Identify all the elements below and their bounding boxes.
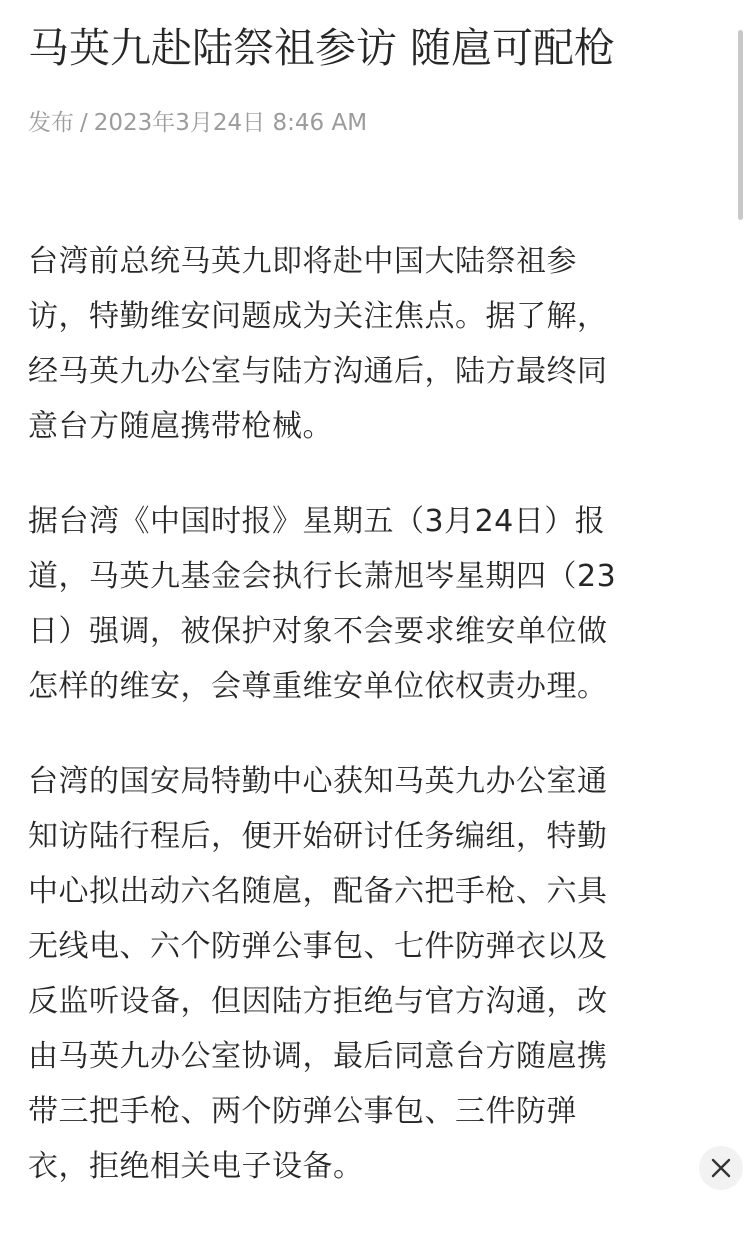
article-meta (28, 106, 728, 140)
paragraph-line: 中心拟出动六名随扈，配备六把手枪、六具 (28, 874, 608, 909)
paragraph-line: 知访陆行程后，便开始研讨任务编组，特勤 (28, 819, 608, 854)
article-title: 马英九赴陆祭祖参访 随扈可配枪 (28, 24, 616, 72)
paragraph-line: 无线电、六个防弹公事包、七件防弹衣以及 (28, 929, 608, 964)
paragraph-line: 访，特勤维安问题成为关注焦点。据了解， (28, 299, 608, 334)
publish-label: 发布 (28, 110, 74, 136)
close-icon (710, 1157, 732, 1179)
scrollbar[interactable] (738, 30, 743, 220)
paragraph-line: 反监听设备，但因陆方拒绝与官方沟通，改 (28, 984, 608, 1019)
paragraph-line: 意台方随扈携带枪械。 (28, 409, 333, 444)
paragraph-line: 带三把手枪、两个防弹公事包、三件防弹 (28, 1094, 577, 1129)
paragraph-line: 怎样的维安，会尊重维安单位依权责办理。 (28, 669, 608, 704)
paragraph-3 (28, 754, 718, 1194)
meta-separator: / (80, 110, 88, 136)
publish-datetime: 2023年3月24日 8:46 AM (93, 110, 368, 136)
paragraph-line: 台湾前总统马英九即将赴中国大陆祭祖参 (28, 244, 577, 279)
paragraph-line: 经马英九办公室与陆方沟通后，陆方最终同 (28, 354, 608, 389)
paragraph-2 (28, 494, 718, 714)
paragraph-line: 由马英九办公室协调，最后同意台方随扈携 (28, 1039, 608, 1074)
paragraph-line: 据台湾《中国时报》星期五（3月24日）报 (28, 504, 606, 539)
close-button[interactable] (699, 1146, 743, 1190)
paragraph-1 (28, 234, 718, 454)
article (28, 0, 728, 1234)
paragraph-line: 衣，拒绝相关电子设备。 (28, 1149, 364, 1184)
paragraph-line: 道，马英九基金会执行长萧旭岑星期四（23 (28, 559, 617, 594)
paragraph-line: 台湾的国安局特勤中心获知马英九办公室通 (28, 764, 608, 799)
article-body (28, 234, 728, 1194)
paragraph-line: 日）强调，被保护对象不会要求维安单位做 (28, 614, 608, 649)
